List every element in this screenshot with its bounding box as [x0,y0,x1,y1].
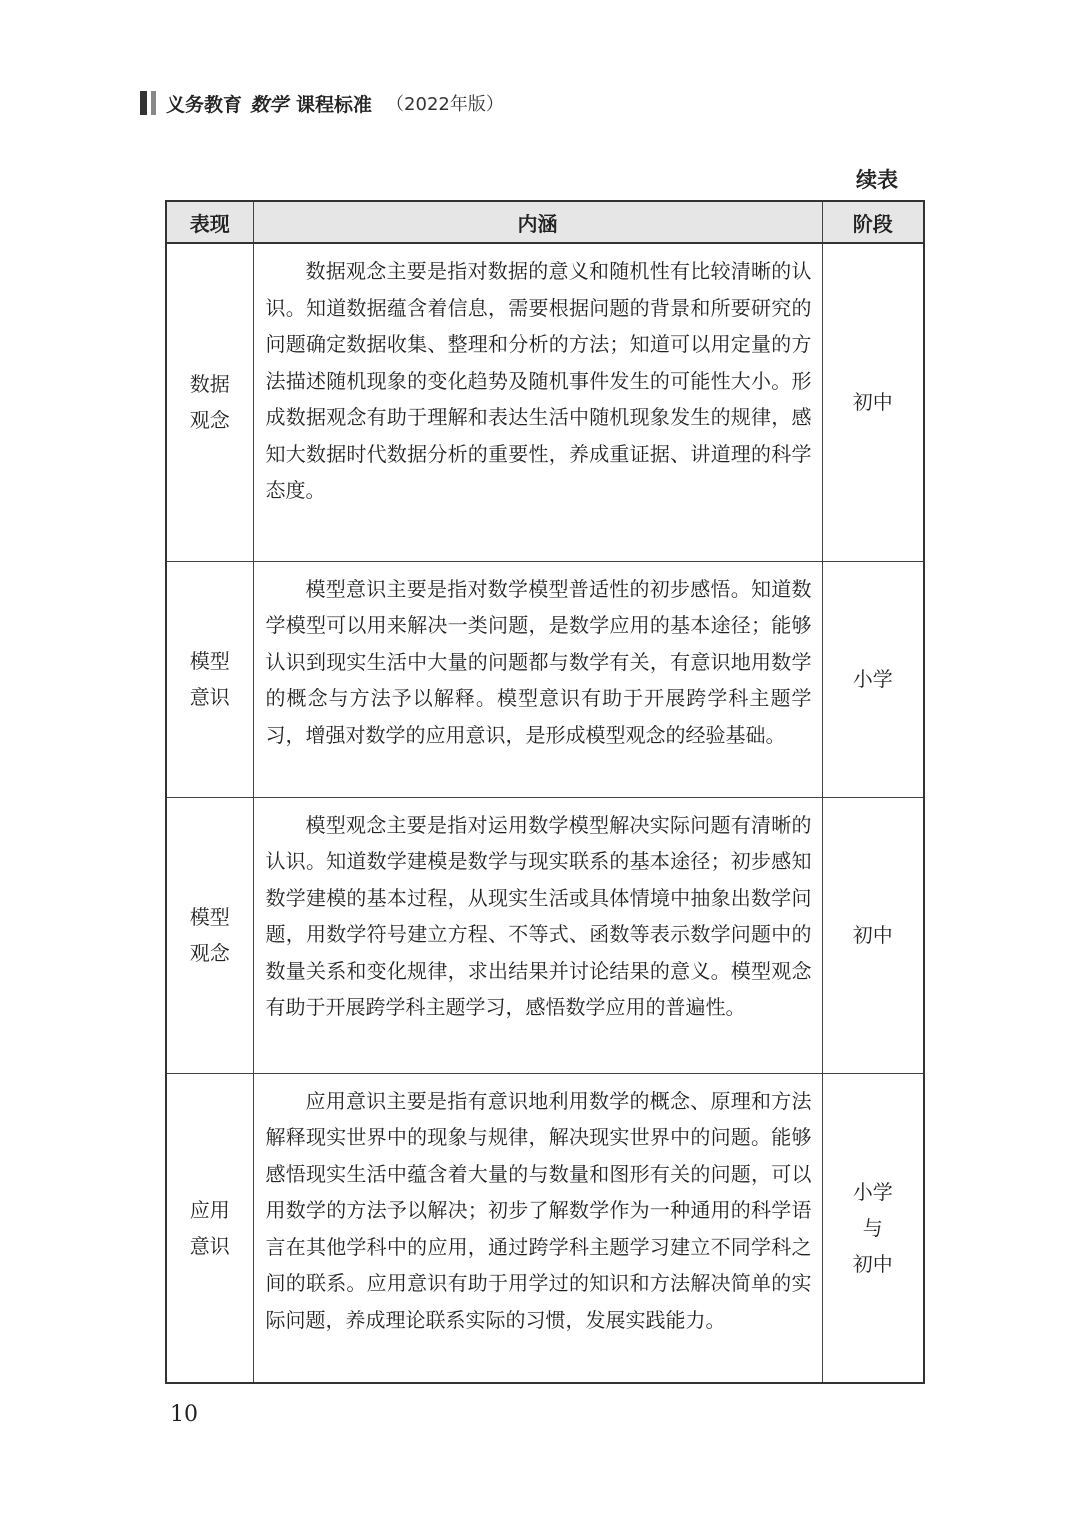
performance-line: 模型 [189,649,230,673]
table-row [166,243,924,561]
performance-line: 观念 [189,941,230,965]
competency-table [165,200,925,1384]
stage-cell [822,797,924,1073]
stage-line: 小学 [852,667,893,691]
performance-line: 观念 [189,408,230,433]
stage-line: 与 [862,1215,883,1240]
performance-line: 意识 [189,685,230,709]
content-cell: 模型观念主要是指对运用数学模型解决实际问题有清晰的认识。知道数学建模是数学与现实联系的基本途径；初步感知数学建模的基本过程，从现实生活或具体情境中抽象出数学问题，用数学符号建立方程、不等式、函数等表示数学问题中的数量关系和变化规律，求出结果并讨论结果的意义。模型观念有助于开展跨学科主题学习，感悟数学应用的普遍性。 [253,797,822,1073]
running-header [140,88,504,118]
header-subject: 数学 [250,93,289,116]
header-edition: （2022年版） [386,94,504,115]
column-header-performance: 表现 [166,201,253,243]
performance-line: 应用 [189,1197,230,1222]
content-cell: 数据观念主要是指对数据的意义和随机性有比较清晰的认识。知道数据蕴含着信息，需要根据问题的背景和所要研究的问题确定数据收集、整理和分析的方法；知道可以用定量的方法描述随机现象的变化趋势及随机事件发生的可能性大小。形成数据观念有助于理解和表达生活中随机现象发生的规律，感知大数据时代数据分析的重要性，养成重证据、讲道理的科学态度。 [253,243,822,561]
header-title-suffix: 课程标准 [296,93,373,116]
performance-cell [166,243,253,561]
table-row [166,797,924,1073]
header-bars-icon [140,91,156,115]
stage-cell [822,1073,924,1383]
performance-line: 意识 [189,1233,230,1258]
content-cell: 应用意识主要是指有意识地利用数学的概念、原理和方法解释现实世界中的现象与规律，解决现实世界中的问题。能够感悟现实生活中蕴含着大量的与数量和图形有关的问题，可以用数学的方法予以解决；初步了解数学作为一种通用的科学语言在其他学科中的应用，通过跨学科主题学习建立不同学科之间的联系。应用意识有助于用学过的知识和方法解决简单的实际问题，养成理论联系实际的习惯，发展实践能力。 [253,1073,822,1383]
content-cell: 模型意识主要是指对数学模型普适性的初步感悟。知道数学模型可以用来解决一类问题，是数学应用的基本途径；能够认识到现实生活中大量的问题都与数学有关，有意识地用数学的概念与方法予以解释。模型意识有助于开展跨学科主题学习，增强对数学的应用意识，是形成模型观念的经验基础。 [253,561,822,797]
stage-line: 初中 [852,390,893,415]
performance-cell [166,1073,253,1383]
stage-line: 小学 [852,1179,893,1204]
table-row [166,561,924,797]
column-header-stage: 阶段 [822,201,924,243]
performance-cell [166,561,253,797]
stage-cell [822,561,924,797]
header-title-prefix: 义务教育 [166,93,243,116]
stage-cell [822,243,924,561]
stage-line: 初中 [852,1251,893,1276]
performance-line: 数据 [189,372,230,397]
continued-table-label: 续表 [856,168,898,192]
performance-cell [166,797,253,1073]
column-header-content: 内涵 [253,201,822,243]
performance-line: 模型 [189,905,230,929]
table-row [166,1073,924,1383]
stage-line: 初中 [852,923,893,947]
page-number: 10 [170,1402,198,1427]
table-header-row [166,201,924,243]
